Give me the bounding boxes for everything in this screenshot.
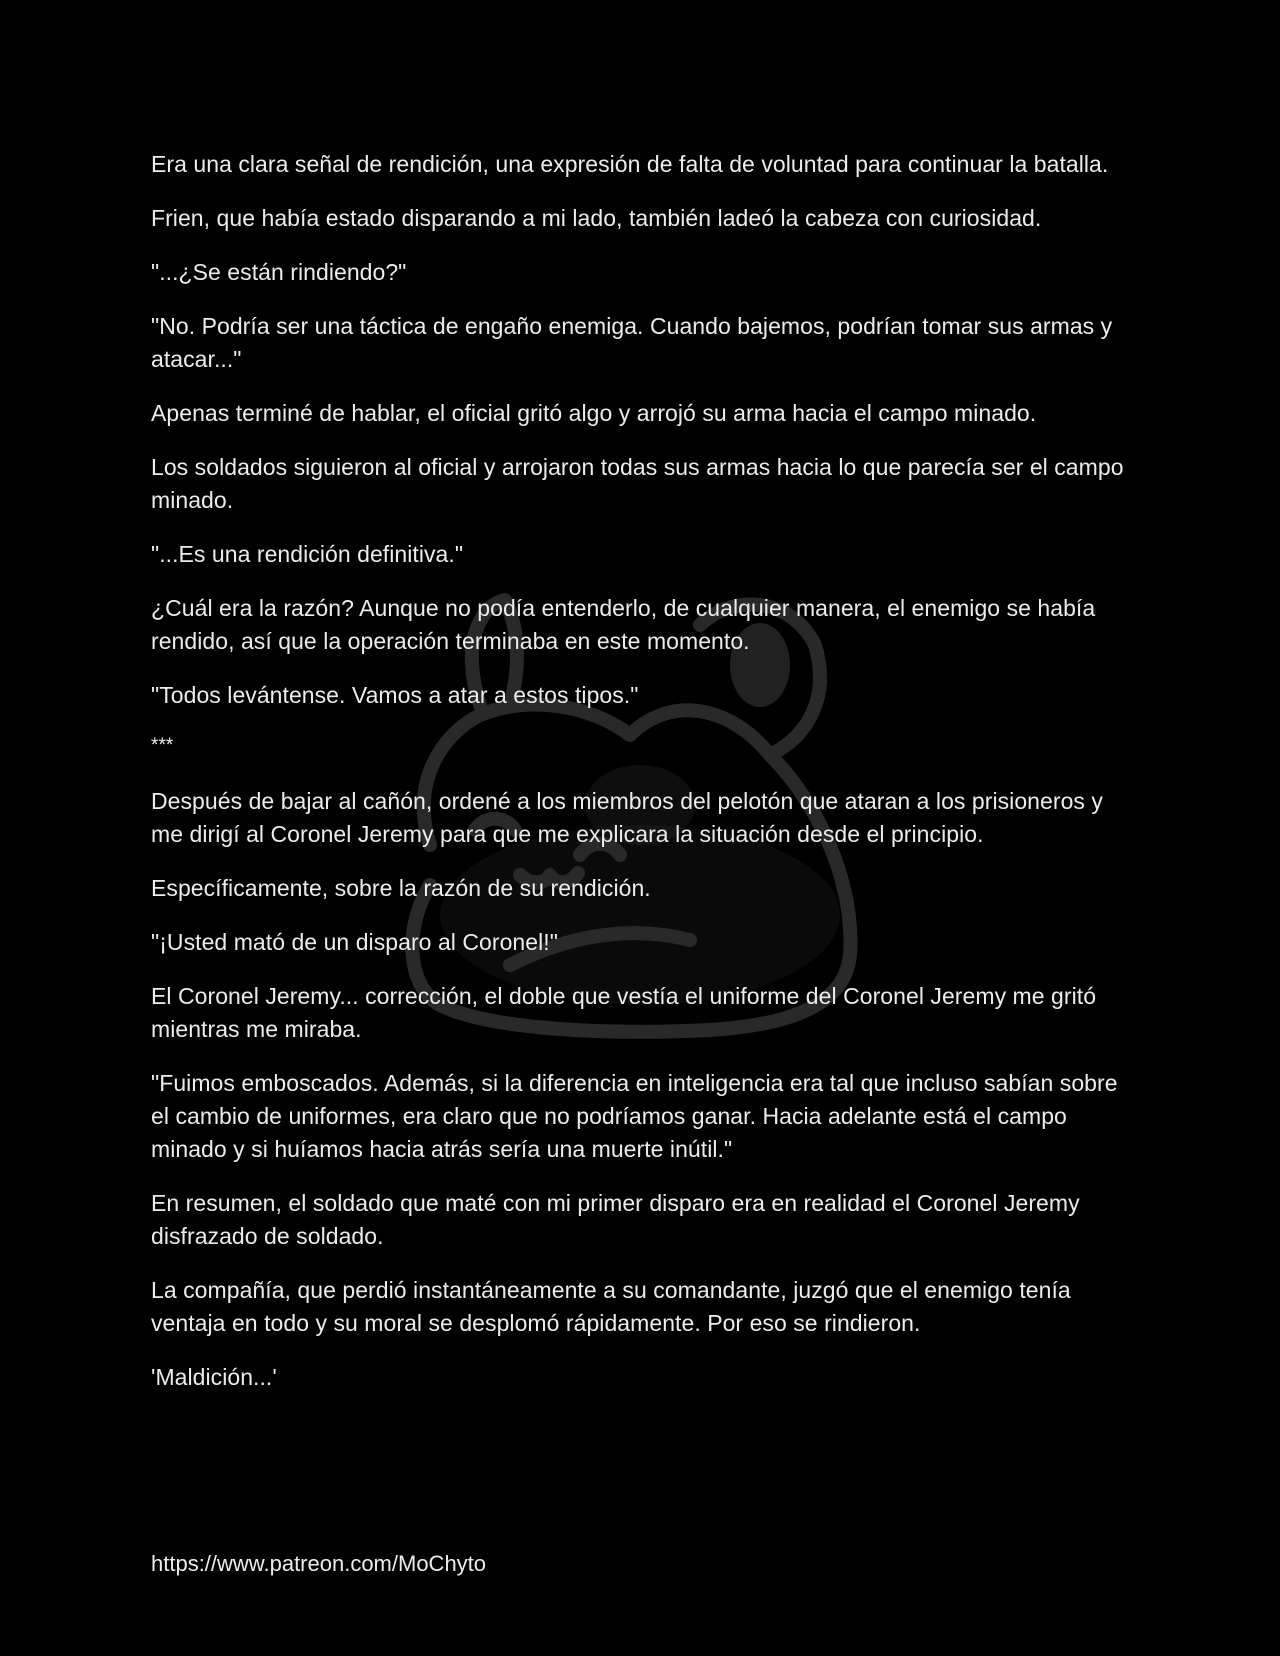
paragraph: "No. Podría ser una táctica de engaño enemiga. Cuando bajemos, podrían tomar sus armas y atacar..." [151,313,1113,372]
paragraph: ¿Cuál era la razón? Aunque no podía entenderlo, de cualquier manera, el enemigo se había rendido, así que la operación terminaba en este momento. [151,595,1096,654]
paragraph: 'Maldición...' [151,1364,277,1390]
paragraph: El Coronel Jeremy... corrección, el doble que vestía el uniforme del Coronel Jeremy me gritó mientras me miraba. [151,983,1097,1042]
paragraph: Específicamente, sobre la razón de su rendición. [151,875,651,901]
paragraph: La compañía, que perdió instantáneamente a su comandante, juzgó que el enemigo tenía ventaja en todo y su moral se desplomó rápidamente. Por eso se rindieron. [151,1277,1071,1336]
document-body [151,148,1131,1415]
paragraph: "...¿Se están rindiendo?" [151,259,407,285]
paragraph: "¡Usted mató de un disparo al Coronel!" [151,929,558,955]
paragraph: Apenas terminé de hablar, el oficial gritó algo y arrojó su arma hacia el campo minado. [151,400,1037,426]
paragraph: En resumen, el soldado que maté con mi primer disparo era en realidad el Coronel Jeremy disfrazado de soldado. [151,1190,1080,1249]
paragraph: "Fuimos emboscados. Además, si la diferencia en inteligencia era tal que incluso sabían sobre el cambio de uniformes, era claro que no podríamos ganar. Hacia adelante está el campo minado y si huíamos hacia atrás sería una muerte inútil." [151,1070,1118,1162]
paragraph: Frien, que había estado disparando a mi lado, también ladeó la cabeza con curiosidad. [151,205,1042,231]
paragraph: Después de bajar al cañón, ordené a los miembros del pelotón que ataran a los prisioneros y me dirigí al Coronel Jeremy para que me explicara la situación desde el principio. [151,788,1103,847]
paragraph: Era una clara señal de rendición, una expresión de falta de voluntad para continuar la batalla. [151,151,1109,177]
paragraph: "Todos levántense. Vamos a atar a estos tipos." [151,682,639,708]
paragraph: Los soldados siguieron al oficial y arrojaron todas sus armas hacia lo que parecía ser el campo minado. [151,454,1124,513]
patreon-link[interactable]: https://www.patreon.com/MoChyto [151,1551,487,1576]
paragraph: "...Es una rendición definitiva." [151,541,464,567]
scene-separator: *** [151,735,174,756]
